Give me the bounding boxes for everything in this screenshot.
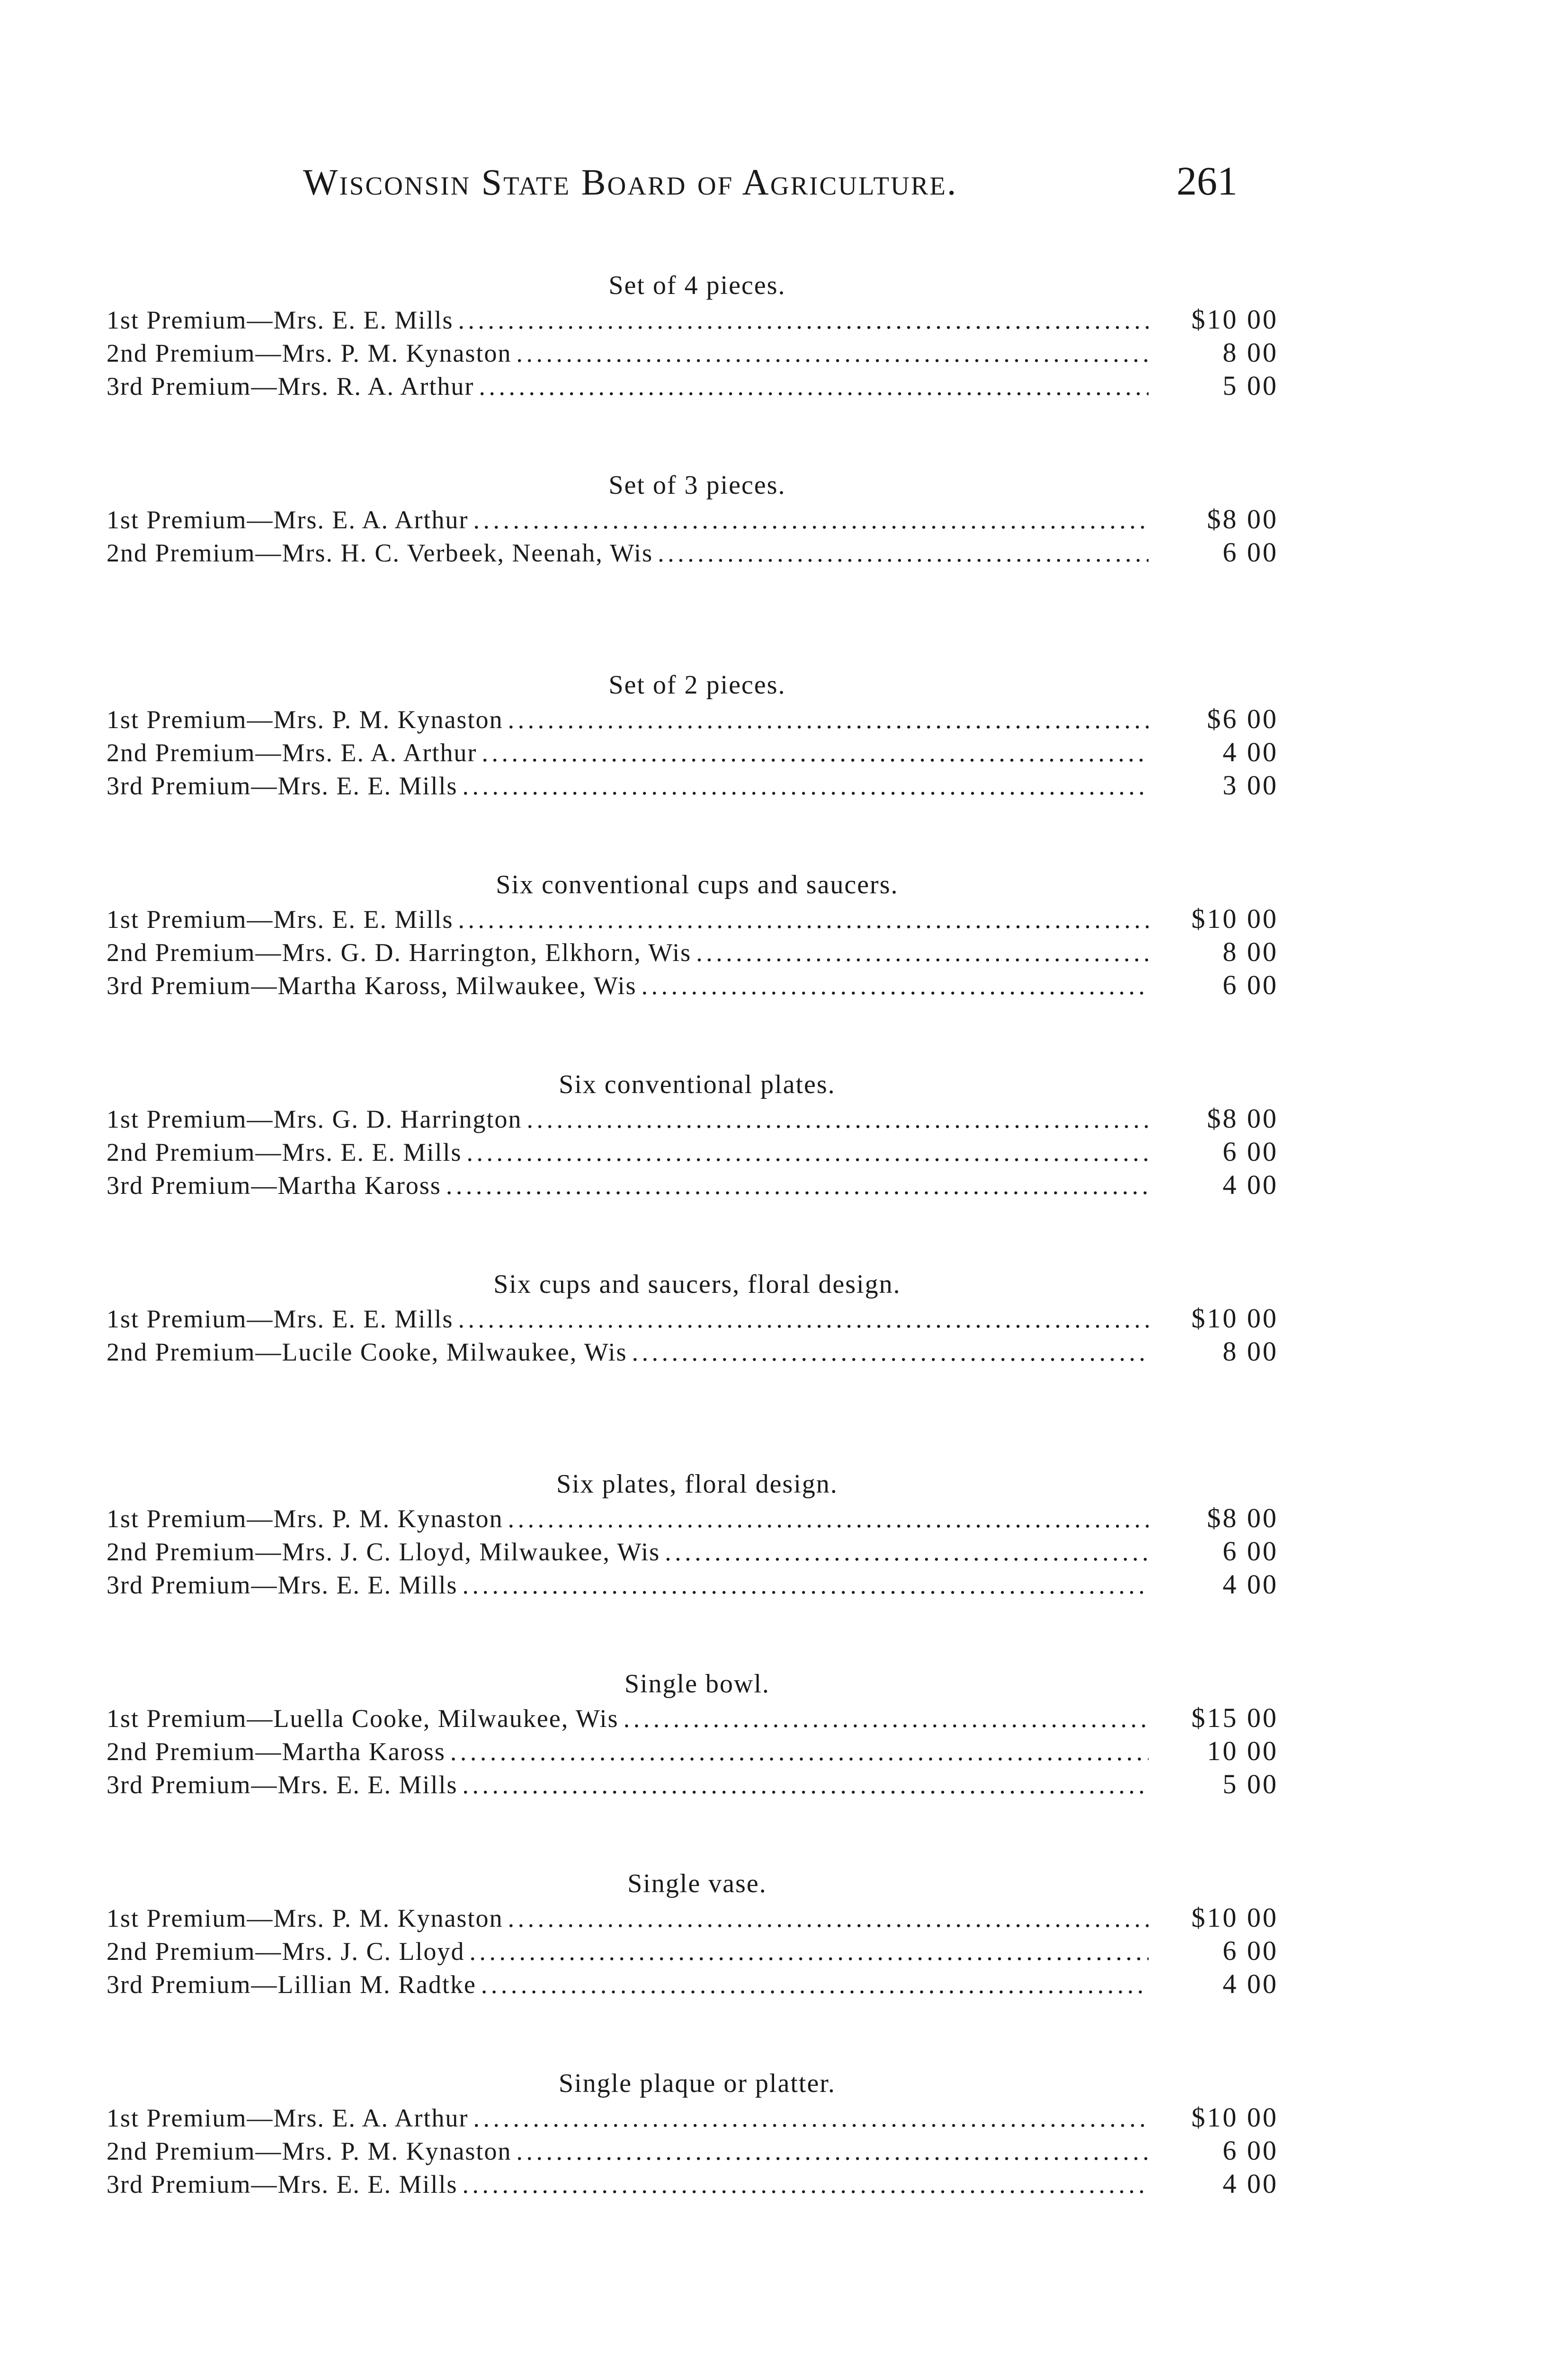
premium-entry [107,1702,1278,1735]
premium-entry [107,536,1278,570]
premium-entry [107,936,1278,969]
section-title: Single vase. [627,1869,767,1898]
premium-winner: 3rd Premium—Lillian M. Radtke [107,1970,476,1999]
premium-winner: 1st Premium—Mrs. E. A. Arthur [107,506,469,534]
premium-winner: 1st Premium—Mrs. E. A. Arthur [107,2104,469,2132]
premium-entry [107,1302,1278,1335]
premium-entry [107,1502,1278,1535]
premium-section [107,867,1278,1067]
premium-winner: 1st Premium—Mrs. E. E. Mills [107,1305,454,1333]
premium-amount: 5 00 [1222,1769,1278,1799]
premium-entry [107,2135,1278,2168]
premium-winner: 3rd Premium—Martha Kaross [107,1171,441,1200]
dot-leader [482,738,1149,767]
premium-amount: 3 00 [1222,770,1278,801]
premium-winner: 3rd Premium—Mrs. E. E. Mills [107,772,458,800]
premium-entry [107,503,1278,536]
dot-leader [665,1537,1149,1566]
dot-leader [450,1737,1149,1766]
premium-amount: 6 00 [1222,1935,1278,1966]
premium-amount: 6 00 [1222,1136,1278,1167]
premium-section [107,1666,1278,1866]
dot-leader [458,1304,1149,1334]
premium-amount: $10 00 [1191,304,1278,335]
premium-winner: 2nd Premium—Mrs. H. C. Verbeek, Neenah, Wis [107,539,653,567]
premium-section [107,1866,1278,2065]
dot-leader [632,1337,1149,1367]
premium-amount: 4 00 [1222,2168,1278,2199]
premium-winner: 1st Premium—Mrs. G. D. Harrington [107,1105,522,1133]
premium-entry [107,1968,1278,2001]
running-title: Wisconsin State Board of Agriculture. [303,161,958,203]
premium-entry [107,1535,1278,1568]
premium-section [107,1266,1278,1466]
premium-winner: 3rd Premium—Mrs. E. E. Mills [107,1771,458,1799]
premium-entry [107,1902,1278,1935]
section-title: Set of 3 pieces. [608,471,786,500]
premium-winner: 1st Premium—Mrs. P. M. Kynaston [107,705,503,734]
dot-leader [696,938,1149,967]
premium-entry [107,736,1278,769]
premium-amount: 4 00 [1222,1169,1278,1200]
section-title: Single bowl. [624,1669,770,1699]
premium-amount: 8 00 [1222,337,1278,368]
premium-section [107,667,1278,867]
premium-winner: 2nd Premium—Lucile Cooke, Milwaukee, Wis [107,1338,627,1366]
premium-winner: 1st Premium—Mrs. P. M. Kynaston [107,1504,503,1533]
premium-amount: 4 00 [1222,1569,1278,1600]
premium-entry [107,1735,1278,1768]
dot-leader [508,1504,1149,1533]
premium-winner: 2nd Premium—Mrs. P. M. Kynaston [107,2137,512,2165]
premium-amount: 4 00 [1222,1968,1278,1999]
premium-amount: 4 00 [1222,737,1278,767]
section-title: Set of 4 pieces. [608,271,786,300]
premium-winner: 3rd Premium—Mrs. R. A. Arthur [107,372,474,400]
premium-entry [107,1136,1278,1169]
premium-amount: $8 00 [1207,1103,1278,1134]
premium-entry [107,2168,1278,2201]
dot-leader [473,2103,1149,2133]
dot-leader [473,505,1149,534]
dot-leader [624,1704,1149,1733]
premium-section [107,1466,1278,1666]
premium-winner: 3rd Premium—Martha Kaross, Milwaukee, Wis [107,971,637,1000]
premium-amount: 6 00 [1222,2135,1278,2166]
premium-winner: 1st Premium—Mrs. E. E. Mills [107,905,454,934]
dot-leader [641,971,1149,1000]
dot-leader [458,305,1149,335]
premium-winner: 2nd Premium—Martha Kaross [107,1737,445,1766]
premium-entry [107,2101,1278,2135]
premium-entry [107,337,1278,370]
dot-leader [508,1904,1149,1933]
premium-winner: 2nd Premium—Mrs. J. C. Lloyd [107,1937,465,1966]
premium-amount: 8 00 [1222,1336,1278,1367]
premium-entry [107,903,1278,936]
premium-amount: $10 00 [1191,2102,1278,2133]
premium-winner: 1st Premium—Mrs. P. M. Kynaston [107,1904,503,1932]
dot-leader [508,705,1149,734]
section-title: Single plaque or platter. [559,2069,836,2098]
premium-entry [107,1768,1278,1801]
premium-section [107,1067,1278,1266]
premium-entry [107,1103,1278,1136]
premium-entry [107,769,1278,802]
page-number: 261 [1176,158,1238,204]
dot-leader [458,905,1149,934]
premium-amount: $10 00 [1191,1902,1278,1933]
premium-entry [107,370,1278,403]
premium-amount: $10 00 [1191,903,1278,934]
premium-winner: 2nd Premium—Mrs. E. A. Arthur [107,739,477,767]
dot-leader [463,1570,1149,1600]
section-title: Six conventional plates. [559,1070,836,1099]
premium-section [107,467,1278,667]
premium-winner: 1st Premium—Mrs. E. E. Mills [107,306,454,334]
dot-leader [481,1970,1149,1999]
premium-winner: 1st Premium—Luella Cooke, Milwaukee, Wis [107,1704,619,1733]
premium-amount: 6 00 [1222,537,1278,568]
premium-amount: 5 00 [1222,370,1278,401]
section-title: Six plates, floral design. [556,1469,838,1499]
premium-entry [107,1335,1278,1369]
premium-entry [107,969,1278,1002]
premium-amount: $10 00 [1191,1303,1278,1334]
dot-leader [658,538,1149,568]
premium-amount: $8 00 [1207,504,1278,534]
premium-winner: 2nd Premium—Mrs. E. E. Mills [107,1138,462,1166]
premium-winner: 3rd Premium—Mrs. E. E. Mills [107,2170,458,2198]
premium-winner: 2nd Premium—Mrs. J. C. Lloyd, Milwaukee, Wis [107,1538,660,1566]
premium-winner: 2nd Premium—Mrs. P. M. Kynaston [107,339,512,367]
premium-list [107,267,1278,2265]
dot-leader [526,1104,1149,1134]
dot-leader [463,1770,1149,1799]
premium-entry [107,1169,1278,1202]
premium-amount: 6 00 [1222,1536,1278,1566]
premium-entry [107,1935,1278,1968]
premium-section [107,267,1278,467]
dot-leader [517,338,1149,368]
premium-winner: 2nd Premium—Mrs. G. D. Harrington, Elkhorn, Wis [107,938,692,967]
premium-amount: $6 00 [1207,703,1278,734]
premium-entry [107,1568,1278,1602]
dot-leader [463,2170,1149,2199]
premium-amount: 8 00 [1222,936,1278,967]
premium-winner: 3rd Premium—Mrs. E. E. Mills [107,1571,458,1599]
premium-amount: $8 00 [1207,1503,1278,1533]
premium-section [107,2065,1278,2265]
dot-leader [517,2136,1149,2166]
section-title: Set of 2 pieces. [608,670,786,700]
premium-entry [107,303,1278,337]
dot-leader [479,372,1149,401]
section-title: Six conventional cups and saucers. [496,870,899,899]
dot-leader [467,1138,1149,1167]
premium-amount: $15 00 [1191,1702,1278,1733]
dot-leader [446,1171,1149,1200]
dot-leader [463,771,1149,801]
dot-leader [470,1937,1149,1966]
premium-amount: 10 00 [1207,1735,1278,1766]
page-header [303,158,1250,222]
premium-entry [107,703,1278,736]
premium-amount: 6 00 [1222,970,1278,1000]
section-title: Six cups and saucers, floral design. [493,1270,901,1299]
